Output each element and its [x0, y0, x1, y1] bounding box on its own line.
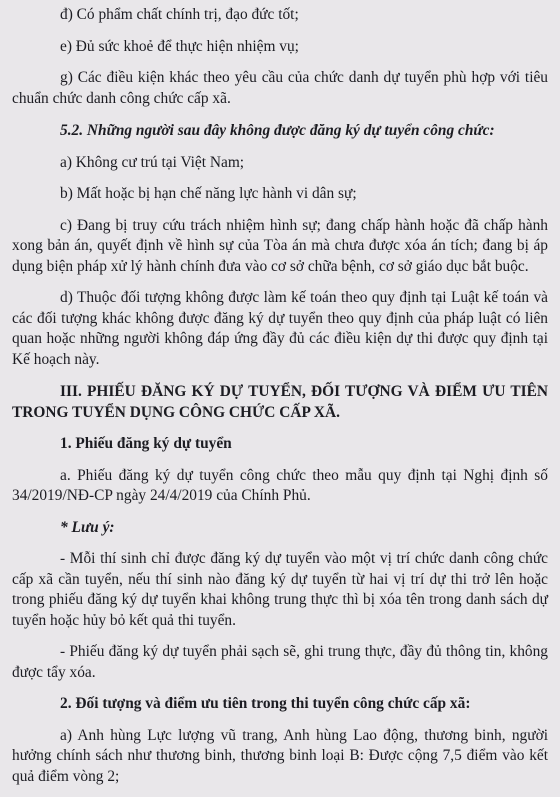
- section-5-2-title: 5.2. Những người sau đây không được đăng ký dự tuyển công chức:: [60, 122, 495, 139]
- section-1-item-a: a. Phiếu đăng ký dự tuyển công chức theo mẫu quy định tại Nghị định số 34/2019/NĐ-CP ngày 24/4/2019 của Chính Phủ.: [12, 466, 548, 504]
- document-page: [0, 5, 560, 797]
- note-item-2: - Phiếu đăng ký dự tuyển phải sạch sẽ, ghi trung thực, đầy đủ thông tin, không được tẩy xóa.: [12, 643, 548, 681]
- item-e-health: e) Đủ sức khoẻ để thực hiện nhiệm vụ;: [60, 37, 299, 55]
- note-item-1: - Mỗi thí sinh chỉ được đăng ký dự tuyển vào một vị trí chức danh công chức cấp xã cần tuyển, nếu thí sinh nào đăng ký dự tuyển từ hai vị trí dự thi trở lên hoặc trong phiếu đăng ký dự tuyển khai không trung thực thì bị xóa tên trong danh sách dự tuyển hoặc hủy bỏ kết quả thi tuyển.: [12, 550, 548, 629]
- item-d-accounting: d) Thuộc đối tượng không được làm kế toán theo quy định tại Luật kế toán và các đối tượng khác không được đăng ký dự tuyển theo quy định của pháp luật có liên quan hoặc những người không đáp ứng đầy đủ các điều kiện dự thi được quy định tại Kế hoạch này.: [12, 289, 548, 368]
- section-2-item-a: a) Anh hùng Lực lượng vũ trang, Anh hùng Lao động, thương binh, người hưởng chính sách như thương binh, thương binh loại B: Được cộng 7,5 điểm vào kết quả điểm vòng 2;: [12, 726, 548, 785]
- item-g-other: g) Các điều kiện khác theo yêu cầu của chức danh dự tuyển phù hợp với tiêu chuẩn chức danh công chức cấp xã.: [12, 69, 548, 107]
- section-1-title: 1. Phiếu đăng ký dự tuyển: [60, 435, 232, 452]
- item-b-capacity: b) Mất hoặc bị hạn chế năng lực hành vi dân sự;: [60, 185, 357, 202]
- item-a-resident: a) Không cư trú tại Việt Nam;: [60, 153, 245, 171]
- section-2-title: 2. Đối tượng và điểm ưu tiên trong thi tuyển công chức cấp xã:: [60, 695, 471, 712]
- note-title: * Lưu ý:: [60, 518, 115, 536]
- section-III-title: III. PHIẾU ĐĂNG KÝ DỰ TUYỂN, ĐỐI TƯỢNG VÀ ĐIỂM ƯU TIÊN TRONG TUYỂN DỤNG CÔNG CHỨC CẤP XÃ.: [12, 383, 548, 421]
- item-c-criminal: c) Đang bị truy cứu trách nhiệm hình sự; đang chấp hành hoặc đã chấp hành xong bản án, quyết định về hình sự của Tòa án mà chưa được xóa án tích; đang bị áp dụng biện pháp xử lý hành chính đưa vào cơ sở chữa bệnh, cơ sở giáo dục bắt buộc.: [12, 216, 548, 275]
- item-d-quality: đ) Có phẩm chất chính trị, đạo đức tốt;: [60, 6, 299, 23]
